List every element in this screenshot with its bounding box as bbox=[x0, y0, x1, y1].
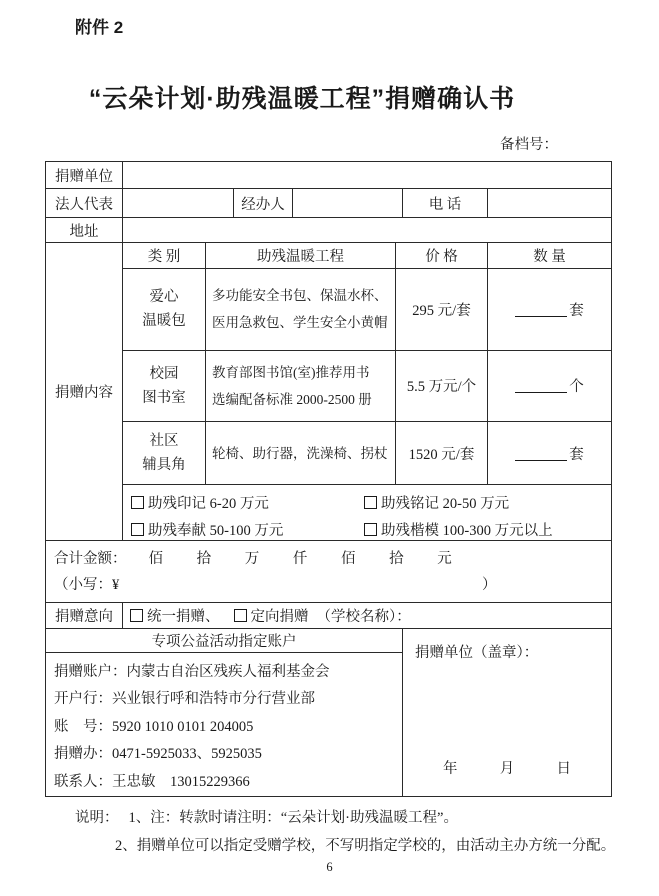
month-label: 月 bbox=[499, 761, 515, 777]
item-quantity-cell[interactable]: 套 bbox=[488, 422, 611, 484]
page-number: 6 bbox=[326, 860, 333, 874]
checkbox-icon[interactable] bbox=[131, 496, 144, 509]
page-title: “云朵计划·助残温暖工程”捐赠确认书 bbox=[88, 85, 516, 113]
legal-rep-label: 法人代表 bbox=[46, 189, 123, 217]
price-header: 价 格 bbox=[396, 243, 488, 268]
total-amount-row bbox=[46, 541, 611, 603]
phone-input-cell[interactable] bbox=[488, 189, 611, 217]
year-label: 年 bbox=[443, 761, 458, 777]
donor-unit-input-cell[interactable] bbox=[123, 162, 611, 188]
notes-label: 说明： bbox=[75, 810, 119, 826]
quantity-blank[interactable] bbox=[515, 378, 567, 393]
item-price: 5.5 万元/个 bbox=[396, 351, 488, 422]
donation-intent-row bbox=[46, 603, 611, 629]
filing-number-label: 备档号： bbox=[500, 137, 558, 153]
pledge-option-fengxian[interactable]: 助残奉献 50-100 万元 bbox=[131, 523, 283, 539]
item-description: 轮椅、助行器，洗澡椅、拐杖 bbox=[206, 422, 396, 484]
checkbox-icon[interactable] bbox=[130, 609, 143, 622]
pledge-option-kaimo[interactable]: 助残楷模 100-300 万元以上 bbox=[364, 518, 553, 545]
item-category: 社区 辅具角 bbox=[123, 422, 206, 484]
handler-input-cell[interactable] bbox=[293, 189, 403, 217]
item-row-school-library bbox=[123, 351, 611, 423]
total-capital-line bbox=[54, 546, 603, 572]
date-line bbox=[403, 757, 611, 778]
pledge-option-yinji[interactable]: 助残印记 6-20 万元 bbox=[131, 496, 269, 512]
school-name-label: （学校名称）： bbox=[316, 609, 411, 625]
account-line: 捐赠办：0471-5925033、5925035 bbox=[54, 746, 262, 762]
handler-label: 经办人 bbox=[234, 189, 293, 217]
item-description: 多功能安全书包、保温水杯、医用急救包、学生安全小黄帽 bbox=[206, 269, 396, 350]
pledge-option-mingji[interactable]: 助残铭记 20-50 万元 bbox=[364, 491, 509, 518]
pledge-options-area bbox=[123, 485, 611, 540]
notes-line-2: 2、捐赠单位可以指定受赠学校，不写明指定学校的，由活动主办方统一分配。 bbox=[115, 838, 616, 854]
designated-account-section bbox=[46, 629, 403, 796]
legal-rep-input-cell[interactable] bbox=[123, 189, 234, 217]
item-price: 295 元/套 bbox=[396, 269, 488, 350]
donation-content-block bbox=[123, 243, 611, 540]
item-category: 爱心 温暖包 bbox=[123, 269, 206, 350]
total-amount-label: 合计金额： bbox=[54, 551, 127, 567]
sub-header-row bbox=[123, 243, 611, 269]
day-label: 日 bbox=[556, 761, 571, 777]
item-price: 1520 元/套 bbox=[396, 422, 488, 484]
designated-account-header: 专项公益活动指定账户 bbox=[46, 629, 402, 653]
intent-options-cell bbox=[123, 603, 611, 628]
intent-option-unified[interactable]: 统一捐赠、 bbox=[130, 605, 220, 626]
address-input-cell[interactable] bbox=[123, 218, 611, 242]
item-category: 校园 图书室 bbox=[123, 351, 206, 422]
item-quantity-cell[interactable]: 套 bbox=[488, 269, 611, 350]
account-line: 捐赠账户：内蒙古自治区残疾人福利基金会 bbox=[54, 663, 330, 680]
account-line: 开户行：兴业银行呼和浩特市分行营业部 bbox=[54, 691, 315, 707]
item-quantity-cell[interactable]: 个 bbox=[488, 351, 611, 422]
checkbox-icon[interactable] bbox=[131, 523, 144, 536]
account-line: 联系人：王忠敏 13015229366 bbox=[54, 773, 250, 790]
small-amount-label: （小写：¥ bbox=[54, 577, 120, 593]
account-and-stamp-row bbox=[46, 629, 611, 796]
checkbox-icon[interactable] bbox=[364, 496, 377, 509]
donor-unit-label: 捐赠单位 bbox=[46, 162, 123, 188]
item-description: 教育部图书馆(室)推荐用书 选编配备标准 2000-2500 册 bbox=[206, 351, 396, 422]
address-label: 地址 bbox=[46, 218, 123, 242]
donation-content-row bbox=[46, 243, 611, 541]
checkbox-icon[interactable] bbox=[234, 609, 247, 622]
attachment-label: 附件 2 bbox=[75, 18, 124, 37]
legal-rep-row bbox=[46, 189, 611, 218]
amount-in-figures-line[interactable] bbox=[54, 572, 603, 598]
account-line: 账 号：5920 1010 0101 204005 bbox=[54, 718, 254, 735]
quantity-blank[interactable] bbox=[515, 446, 567, 461]
donation-form-table bbox=[45, 161, 612, 797]
intent-label: 捐赠意向 bbox=[46, 603, 123, 628]
item-row-community-aids bbox=[123, 422, 611, 485]
phone-label: 电 话 bbox=[403, 189, 488, 217]
capital-units: 佰 拾 万 仟 佰 拾 元 bbox=[148, 551, 452, 567]
quantity-header: 数 量 bbox=[533, 248, 566, 265]
stamp-area[interactable] bbox=[403, 629, 611, 796]
item-row-warm-package bbox=[123, 269, 611, 351]
quantity-blank[interactable] bbox=[515, 302, 567, 317]
project-header: 助残温暖工程 bbox=[206, 243, 396, 268]
donation-content-label: 捐赠内容 bbox=[46, 243, 123, 540]
checkbox-icon[interactable] bbox=[364, 523, 377, 536]
category-header: 类 别 bbox=[123, 243, 206, 268]
donor-unit-row bbox=[46, 162, 611, 189]
stamp-label: 捐赠单位（盖章）： bbox=[415, 645, 539, 661]
address-row bbox=[46, 218, 611, 243]
close-paren: ） bbox=[482, 577, 497, 593]
intent-option-directed[interactable]: 定向捐赠 bbox=[234, 605, 309, 626]
notes-line-1: 说明： 1、注：转款时请注明：“云朵计划·助残温暖工程”。 bbox=[75, 806, 458, 827]
account-details bbox=[46, 653, 402, 797]
